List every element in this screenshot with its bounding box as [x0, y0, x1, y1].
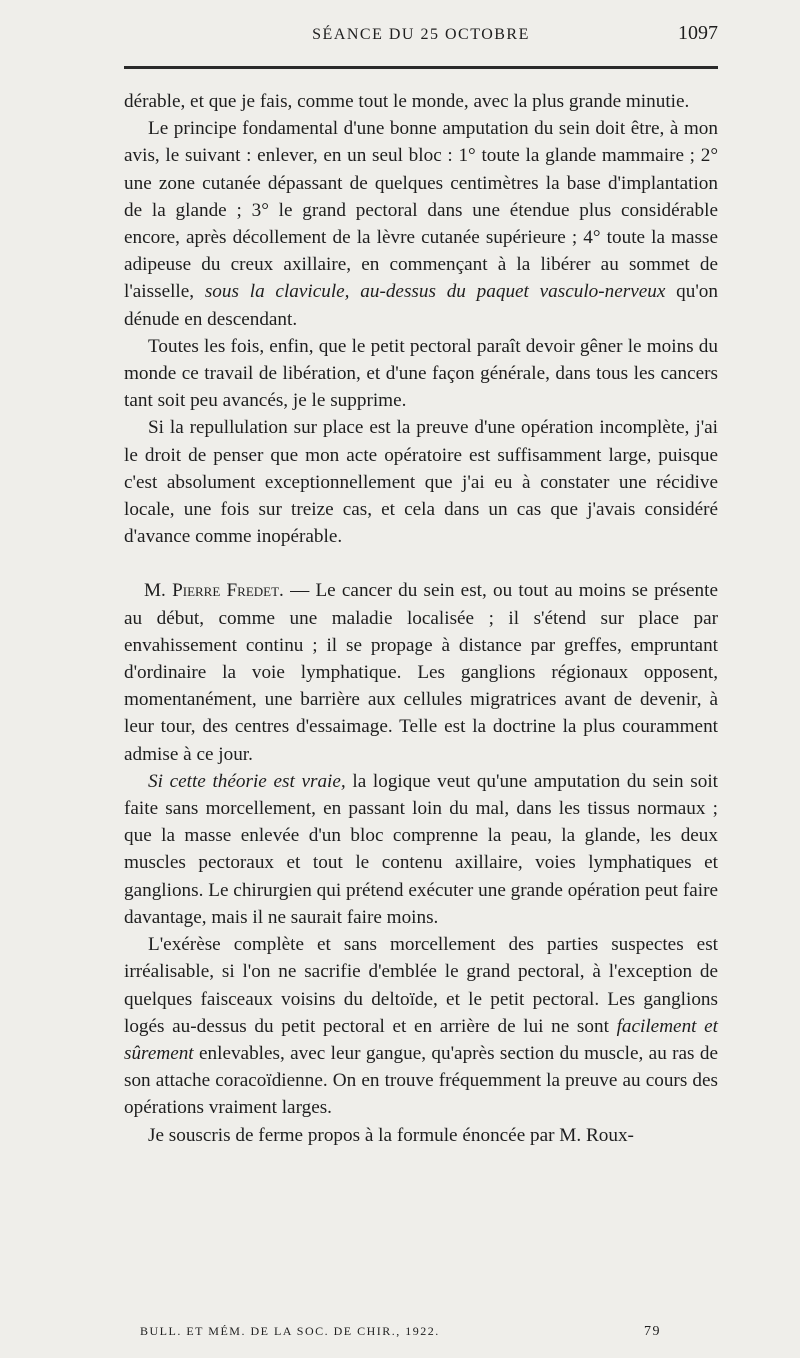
footer-signature: 79	[644, 1324, 661, 1339]
paragraph-6-text: la logique veut qu'une amputation du sein soit faite sans morcellement, en passant loin du mal, dans les tissus normaux ; que la masse enlevée d'un bloc comprenne la peau, la glande, les deux muscles pectoraux et tout le contenu axillaire, voies lymphatiques et ganglions. Le chirurgien qui prétend exécuter une grande opération peut faire davantage, mais il ne saurait faire moins.	[124, 770, 718, 928]
paragraph-6	[124, 768, 718, 931]
header-title: SÉANCE DU 25 OCTOBRE	[312, 26, 530, 43]
paragraph-7-text-a: L'exérèse complète et sans morcellement des parties suspectes est irréalisable, si l'on ne sacrifie d'emblée le grand pectoral, à l'exception de quelques faisceaux voisins du deltoïde, et le petit pectoral. Les ganglions logés au-dessus du petit pectoral et en arrière de lui ne sont	[124, 934, 718, 1037]
paragraph-8: Je souscris de ferme propos à la formule énoncée par M. Roux-	[148, 1124, 634, 1146]
paragraph-7	[124, 931, 718, 1121]
paragraph-5-text: — Le cancer du sein est, ou tout au moins se présente au début, comme une maladie localisée ; il s'étend sur place par envahissement continu ; il se propage à distance par greffes, empruntant d'ordinaire la voie lymphatique. Les ganglions régionaux opposent, momentanément, une barrière aux cellules migratrices avant de devenir, à leur tour, des centres d'essaimage. Telle est la doctrine la plus couramment admise à ce jour.	[124, 580, 718, 765]
paragraph-7-italic: facilement et sûrement	[124, 1015, 719, 1064]
header-rule	[124, 66, 718, 69]
paragraph-5	[124, 577, 718, 767]
paragraph-2-text-a: Le principe fondamental d'une bonne amputation du sein doit être, à mon avis, le suivant : enlever, en un seul bloc : 1° toute la glande mammaire ; 2° une zone cutanée dépassant de quelques centimètres la base d'implantation de la glande ; 3° le grand pectoral dans une étendue plus considérable encore, après décollement de la lèvre cutanée supérieure ; 4° toute la masse adipeuse du creux axillaire, en commençant à la libérer au sommet de l'aisselle,	[124, 118, 718, 303]
paragraph-1: dérable, et que je fais, comme tout le monde, avec la plus grande minutie.	[124, 91, 690, 112]
paragraph-7-text-b: enlevables, avec leur gangue, qu'après section du muscle, au ras de son attache coracoïdienne. On en trouve fréquemment la preuve au cours des opérations vraiment larges.	[124, 1042, 718, 1119]
paragraph-3: Toutes les fois, enfin, que le petit pectoral paraît devoir gêner le moins du monde ce travail de libération, et d'une façon générale, dans tous les cancers tant soit peu avancés, je le supprime.	[124, 335, 718, 412]
page-number: 1097	[678, 22, 718, 44]
paragraph-2-text-b: qu'on dénude en descendant.	[124, 281, 718, 330]
body-text	[124, 88, 718, 1149]
paragraph-2-italic: sous la clavicule, au-dessus du paquet vasculo-nerveux	[204, 281, 666, 303]
paragraph-4: Si la repullulation sur place est la preuve d'une opération incomplète, j'ai le droit de penser que mon acte opératoire est suffisamment large, puisque c'est absolument exceptionnellement que j'ai eu à constater une récidive locale, une fois sur treize cas, et cela dans un cas que j'avais considéré d'avance comme inopérable.	[124, 417, 718, 548]
speaker-name: M. Pierre Fredet.	[144, 580, 284, 602]
running-header	[124, 22, 718, 52]
paragraph-2	[124, 115, 718, 333]
footer-journal: BULL. ET MÉM. DE LA SOC. DE CHIR., 1922.	[140, 1324, 440, 1338]
paragraph-6-italic: Si cette théorie est vraie,	[148, 770, 346, 792]
